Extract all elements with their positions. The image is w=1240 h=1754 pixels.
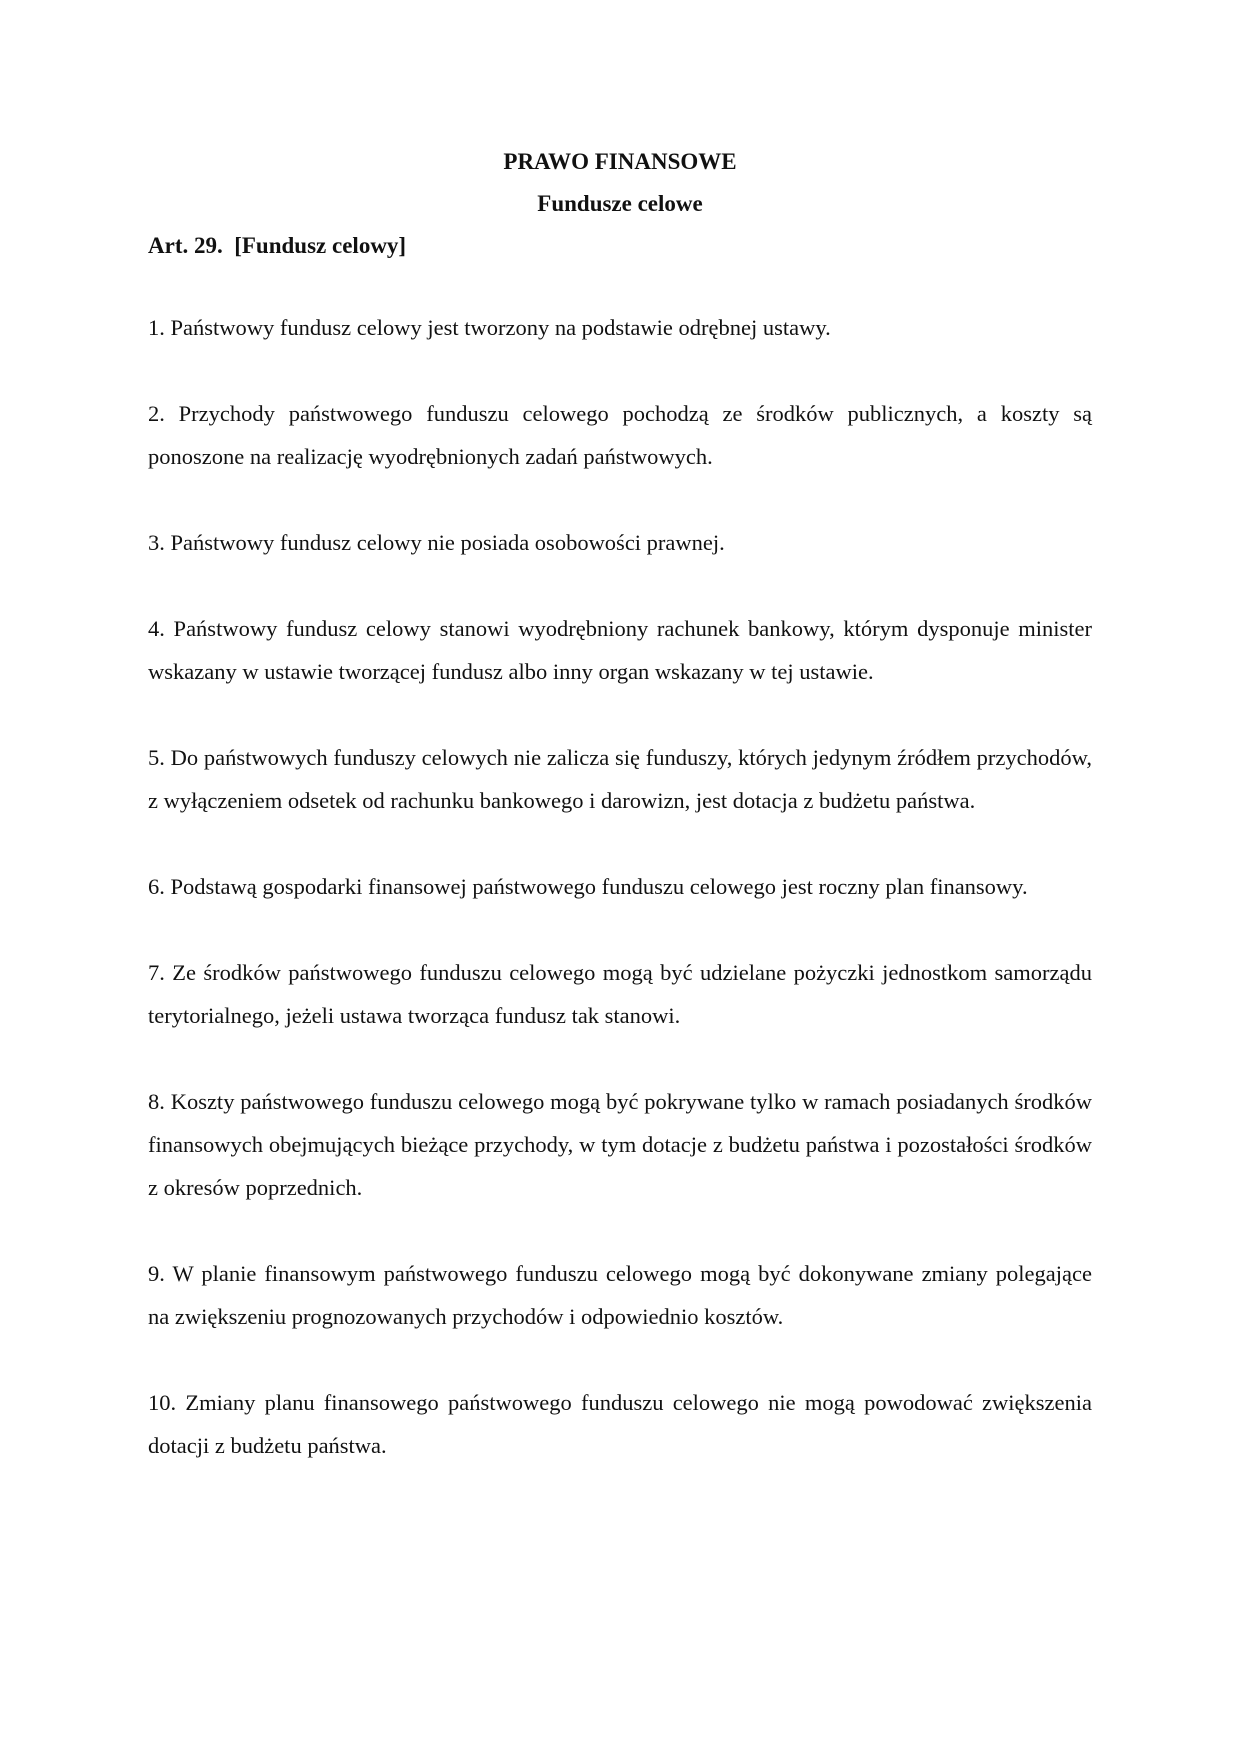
- paragraph-7: 7. Ze środków państwowego funduszu celowego mogą być udzielane pożyczki jednostkom samorządu terytorialnego, jeżeli ustawa tworząca fundusz tak stanowi.: [148, 960, 1092, 1028]
- document-title: PRAWO FINANSOWE: [503, 149, 737, 174]
- paragraph-9: 9. W planie finansowym państwowego funduszu celowego mogą być dokonywane zmiany polegające na zwiększeniu prognozowanych przychodów i odpowiednio kosztów.: [148, 1261, 1092, 1329]
- paragraph-6: 6. Podstawą gospodarki finansowej państwowego funduszu celowego jest roczny plan finansowy.: [148, 874, 1028, 899]
- paragraph-10: 10. Zmiany planu finansowego państwowego funduszu celowego nie mogą powodować zwiększenia dotacji z budżetu państwa.: [148, 1390, 1092, 1458]
- article-heading: Art. 29. [Fundusz celowy]: [148, 233, 407, 258]
- paragraph-4: 4. Państwowy fundusz celowy stanowi wyodrębniony rachunek bankowy, którym dysponuje minister wskazany w ustawie tworzącej fundusz albo inny organ wskazany w tej ustawie.: [148, 616, 1092, 684]
- paragraph-5: 5. Do państwowych funduszy celowych nie zalicza się funduszy, których jedynym źródłem przychodów, z wyłączeniem odsetek od rachunku bankowego i darowizn, jest dotacja z budżetu państwa.: [148, 745, 1092, 813]
- paragraph-8: 8. Koszty państwowego funduszu celowego mogą być pokrywane tylko w ramach posiadanych środków finansowych obejmujących bieżące przychody, w tym dotacje z budżetu państwa i pozostałości środków z okresów poprzednich.: [148, 1089, 1092, 1200]
- paragraph-list: [148, 306, 1092, 1467]
- paragraph-2: 2. Przychody państwowego funduszu celowego pochodzą ze środków publicznych, a koszty są ponoszone na realizację wyodrębnionych zadań państwowych.: [148, 401, 1092, 469]
- paragraph-3: 3. Państwowy fundusz celowy nie posiada osobowości prawnej.: [148, 530, 725, 555]
- paragraph-1: 1. Państwowy fundusz celowy jest tworzony na podstawie odrębnej ustawy.: [148, 315, 831, 340]
- document-subtitle: Fundusze celowe: [537, 191, 703, 216]
